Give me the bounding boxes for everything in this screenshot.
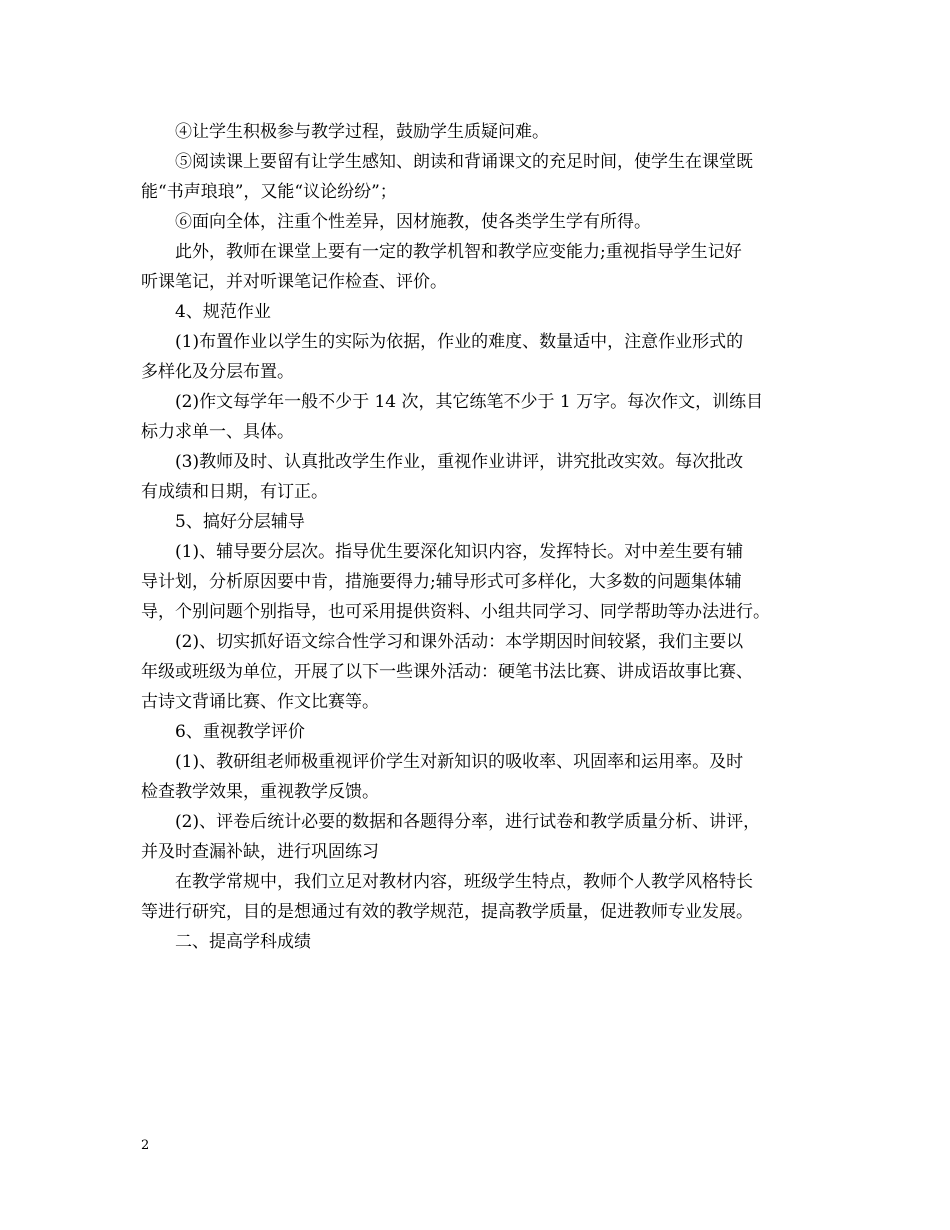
paragraph-line: (1)布置作业以学生的实际为依据，作业的难度、数量适中，注意作业形式的 bbox=[175, 332, 744, 352]
paragraph-line: 此外，教师在课堂上要有一定的教学机智和教学应变能力;重视指导学生记好 bbox=[175, 242, 742, 262]
section-heading-6: 6、重视教学评价 bbox=[175, 722, 305, 742]
paragraph-8 bbox=[141, 537, 831, 627]
paragraph-line: 导计划，分析原因要中肯，措施要得力;辅导形式可多样化，大多数的问题集体辅 bbox=[141, 572, 742, 592]
paragraph-5 bbox=[141, 327, 831, 387]
paragraph-line: 导，个别问题个别指导，也可采用提供资料、小组共同学习、同学帮助等办法进行。 bbox=[141, 602, 770, 622]
paragraph-line: (2)、评卷后统计必要的数据和各题得分率，进行试卷和教学质量分析、讲评， bbox=[175, 812, 761, 832]
paragraph-line: (2)作文每学年一般不少于 14 次，其它练笔不少于 1 万字。每次作文，训练目 bbox=[175, 392, 764, 412]
paragraph-line: 年级或班级为单位，开展了以下一些课外活动：硬笔书法比赛、讲成语故事比赛、 bbox=[141, 662, 753, 682]
paragraph-line: 有成绩和日期，有订正。 bbox=[141, 482, 328, 502]
paragraph-line: 检查教学效果，重视教学反馈。 bbox=[141, 782, 379, 802]
paragraph-line: (2)、切实抓好语文综合性学习和课外活动：本学期因时间较紧，我们主要以 bbox=[175, 632, 744, 652]
paragraph-11 bbox=[141, 807, 831, 867]
section-heading-5: 5、搞好分层辅导 bbox=[175, 512, 305, 532]
document-body bbox=[141, 117, 831, 957]
paragraph-line: 并及时查漏补缺，进行巩固练习 bbox=[141, 842, 379, 862]
paragraph-1 bbox=[141, 117, 831, 147]
paragraph-line: ⑤阅读课上要留有让学生感知、朗读和背诵课文的充足时间，使学生在课堂既 bbox=[175, 152, 753, 172]
section-heading-2: 二、提高学科成绩 bbox=[175, 932, 311, 952]
paragraph-9 bbox=[141, 627, 831, 717]
page-number: 2 bbox=[141, 1138, 150, 1153]
paragraph-line: ④让学生积极参与教学过程，鼓励学生质疑问难。 bbox=[175, 122, 549, 142]
paragraph-line: 古诗文背诵比赛、作文比赛等。 bbox=[141, 692, 379, 712]
section-heading-4: 4、规范作业 bbox=[175, 302, 271, 322]
paragraph-2 bbox=[141, 147, 831, 207]
paragraph-line: 标力求单一、具体。 bbox=[141, 422, 294, 442]
paragraph-line: 能“书声琅琅”，又能“议论纷纷”； bbox=[141, 182, 397, 202]
paragraph-12 bbox=[141, 867, 831, 927]
paragraph-6 bbox=[141, 387, 831, 447]
paragraph-line: 等进行研究，目的是想通过有效的教学规范，提高教学质量，促进教师专业发展。 bbox=[141, 902, 753, 922]
paragraph-3 bbox=[141, 207, 831, 237]
paragraph-line: (1)、辅导要分层次。指导优生要深化知识内容，发挥特长。对中差生要有辅 bbox=[175, 542, 744, 562]
paragraph-line: (3)教师及时、认真批改学生作业，重视作业讲评，讲究批改实效。每次批改 bbox=[175, 452, 744, 472]
paragraph-10 bbox=[141, 747, 831, 807]
paragraph-7 bbox=[141, 447, 831, 507]
paragraph-line: 多样化及分层布置。 bbox=[141, 362, 294, 382]
paragraph-line: ⑥面向全体，注重个性差异，因材施教，使各类学生学有所得。 bbox=[175, 212, 651, 232]
paragraph-line: 在教学常规中，我们立足对教材内容，班级学生特点，教师个人教学风格特长 bbox=[175, 872, 753, 892]
paragraph-line: 听课笔记，并对听课笔记作检查、评价。 bbox=[141, 272, 447, 292]
paragraph-line: (1)、教研组老师极重视评价学生对新知识的吸收率、巩固率和运用率。及时 bbox=[175, 752, 744, 772]
paragraph-4 bbox=[141, 237, 831, 297]
